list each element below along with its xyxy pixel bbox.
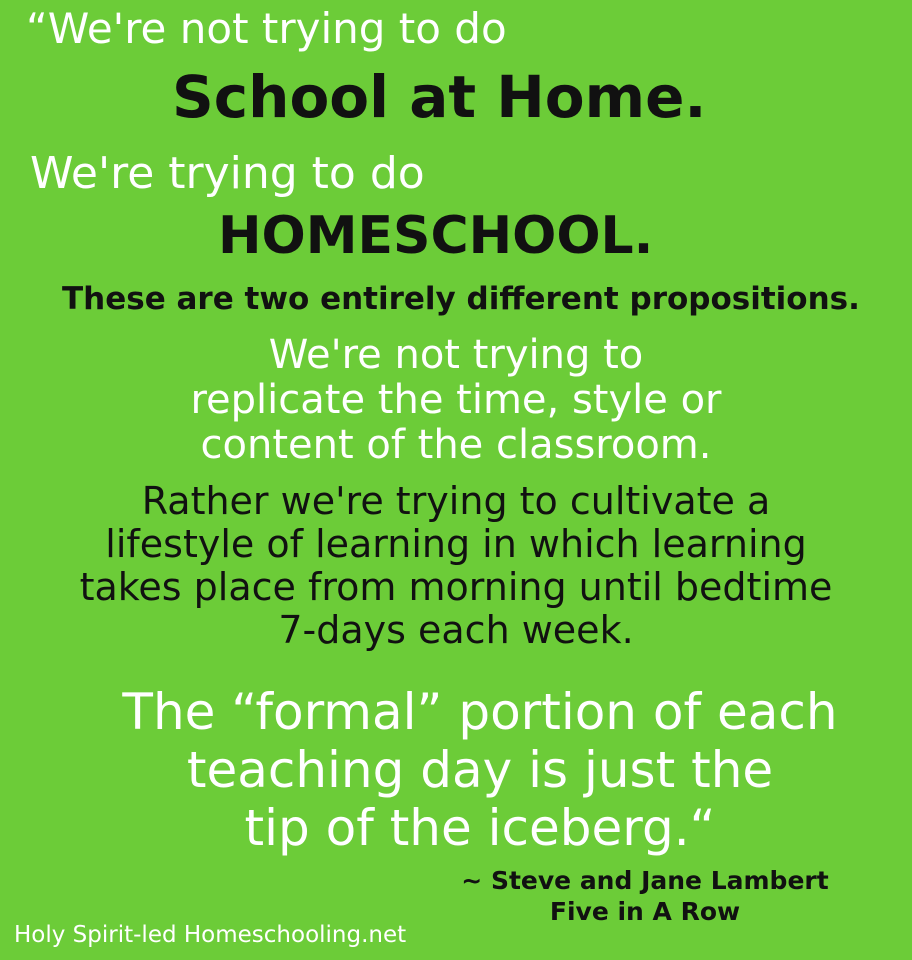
attribution [430, 865, 860, 928]
quote-line-5: These are two entirely different propositions. [62, 281, 860, 317]
quote-block-1: We're not trying to replicate the time, style or content of the classroom. [190, 332, 722, 469]
quote-block-3: The “formal” portion of each teaching day is just the tip of the iceberg.“ [122, 683, 838, 857]
site-credit: Holy Spirit-led Homeschooling.net [14, 922, 407, 948]
attribution-author: ~ Steve and Jane Lambert [461, 866, 829, 895]
quote-line-2: School at Home. [172, 63, 707, 131]
quote-line-3: We're trying to do [30, 148, 425, 199]
quote-line-1: “We're not trying to do [26, 4, 507, 53]
quote-line-4: HOMESCHOOL. [218, 206, 654, 266]
attribution-source: Five in A Row [549, 897, 741, 927]
quote-block-2: Rather we're trying to cultivate a lifestyle of learning in which learning takes place from morning until bedtime 7-days each week. [79, 479, 833, 652]
